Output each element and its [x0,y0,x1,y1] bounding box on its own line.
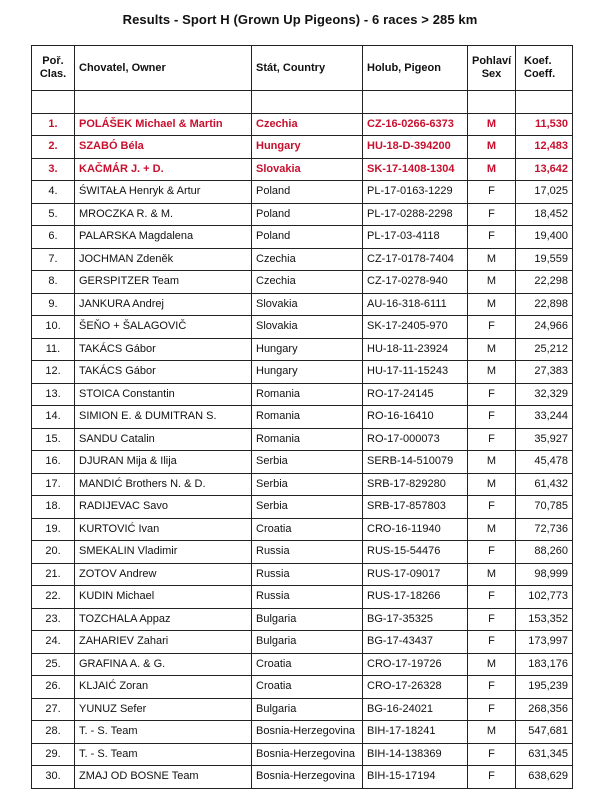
cell-country: Poland [252,203,363,226]
cell-country: Bulgaria [252,698,363,721]
cell-rank: 1. [32,113,75,136]
cell-coefficient: 195,239 [516,676,573,699]
cell-coefficient: 33,244 [516,406,573,429]
cell-coefficient: 70,785 [516,496,573,519]
cell-rank: 4. [32,181,75,204]
cell-country: Czechia [252,271,363,294]
cell-rank: 11. [32,338,75,361]
cell-sex: F [468,586,516,609]
cell-rank: 23. [32,608,75,631]
cell-country: Poland [252,181,363,204]
cell-country: Romania [252,406,363,429]
cell-pigeon: RUS-17-18266 [363,586,468,609]
cell-rank: 17. [32,473,75,496]
cell-pigeon: CZ-16-0266-6373 [363,113,468,136]
table-row [32,226,573,249]
cell-sex: F [468,406,516,429]
cell-pigeon: CRO-17-19726 [363,653,468,676]
cell-pigeon: BIH-17-18241 [363,721,468,744]
cell-country: Bulgaria [252,608,363,631]
cell-pigeon: RUS-17-09017 [363,563,468,586]
cell-pigeon: RO-17-24145 [363,383,468,406]
table-row [32,608,573,631]
cell-pigeon: BIH-14-138369 [363,743,468,766]
header-rank [32,46,75,91]
table-row [32,473,573,496]
cell-coefficient: 22,898 [516,293,573,316]
cell-coefficient: 27,383 [516,361,573,384]
cell-country: Russia [252,586,363,609]
cell-pigeon: AU-16-318-6111 [363,293,468,316]
cell-sex: M [468,563,516,586]
header-coef-line2: Coeff. [524,68,556,80]
cell-sex: M [468,248,516,271]
cell-pigeon: HU-18-11-23924 [363,338,468,361]
cell-coefficient: 631,345 [516,743,573,766]
cell-owner: KURTOVIĆ Ivan [75,518,252,541]
cell-country: Bosnia-Herzegovina [252,721,363,744]
cell-owner: POLÁŠEK Michael & Martin [75,113,252,136]
cell-pigeon: SRB-17-857803 [363,496,468,519]
cell-country: Serbia [252,496,363,519]
cell-rank: 7. [32,248,75,271]
cell-rank: 13. [32,383,75,406]
cell-country: Russia [252,541,363,564]
cell-coefficient: 638,629 [516,766,573,789]
document-title: Results - Sport H (Grown Up Pigeons) - 6 races > 285 km [122,12,478,27]
cell-owner: ZAHARIEV Zahari [75,631,252,654]
cell-rank: 28. [32,721,75,744]
cell-owner: ZOTOV Andrew [75,563,252,586]
cell-owner: T. - S. Team [75,721,252,744]
header-rank-line1: Poř. [42,55,64,67]
cell-sex: F [468,496,516,519]
cell-rank: 20. [32,541,75,564]
table-row [32,203,573,226]
header-sex [468,46,516,91]
gap-cell [468,91,516,114]
cell-coefficient: 173,997 [516,631,573,654]
cell-sex: M [468,271,516,294]
cell-owner: JANKURA Andrej [75,293,252,316]
cell-sex: M [468,721,516,744]
header-sex-line2: Sex [481,68,502,80]
cell-sex: M [468,113,516,136]
cell-coefficient: 45,478 [516,451,573,474]
cell-country: Slovakia [252,158,363,181]
gap-cell [32,91,75,114]
cell-rank: 29. [32,743,75,766]
cell-pigeon: RUS-15-54476 [363,541,468,564]
cell-sex: F [468,428,516,451]
cell-pigeon: PL-17-0288-2298 [363,203,468,226]
table-row [32,338,573,361]
cell-coefficient: 22,298 [516,271,573,294]
cell-owner: SMEKALIN Vladimir [75,541,252,564]
table-row [32,518,573,541]
cell-owner: TAKÁCS Gábor [75,338,252,361]
cell-sex: F [468,181,516,204]
table-row [32,563,573,586]
cell-pigeon: BG-17-43437 [363,631,468,654]
table-row [32,698,573,721]
cell-rank: 8. [32,271,75,294]
cell-rank: 16. [32,451,75,474]
cell-coefficient: 17,025 [516,181,573,204]
cell-owner: T. - S. Team [75,743,252,766]
cell-owner: YUNUZ Sefer [75,698,252,721]
cell-rank: 15. [32,428,75,451]
cell-owner: DJURAN Mija & Ilija [75,451,252,474]
table-row [32,316,573,339]
cell-coefficient: 13,642 [516,158,573,181]
table-row [32,383,573,406]
cell-owner: JOCHMAN Zdeněk [75,248,252,271]
cell-pigeon: RO-17-000073 [363,428,468,451]
cell-pigeon: CZ-17-0178-7404 [363,248,468,271]
cell-owner: MANDIĆ Brothers N. & D. [75,473,252,496]
table-row [32,676,573,699]
cell-country: Hungary [252,361,363,384]
cell-country: Russia [252,563,363,586]
table-row [32,766,573,789]
results-table [31,45,573,789]
table-row [32,293,573,316]
cell-sex: F [468,766,516,789]
cell-pigeon: SRB-17-829280 [363,473,468,496]
cell-country: Poland [252,226,363,249]
cell-rank: 21. [32,563,75,586]
cell-sex: M [468,518,516,541]
cell-owner: ZMAJ OD BOSNE Team [75,766,252,789]
cell-owner: MROCZKA R. & M. [75,203,252,226]
header-coef [516,46,573,91]
table-row [32,271,573,294]
cell-rank: 5. [32,203,75,226]
cell-pigeon: HU-17-11-15243 [363,361,468,384]
cell-sex: F [468,743,516,766]
header-rank-line2: Clas. [39,68,67,80]
cell-sex: F [468,698,516,721]
cell-pigeon: BIH-15-17194 [363,766,468,789]
table-row [32,743,573,766]
cell-country: Hungary [252,136,363,159]
cell-coefficient: 268,356 [516,698,573,721]
cell-owner: KLJAIĆ Zoran [75,676,252,699]
cell-rank: 24. [32,631,75,654]
cell-rank: 2. [32,136,75,159]
cell-sex: M [468,473,516,496]
table-row [32,586,573,609]
cell-sex: M [468,338,516,361]
table-row [32,248,573,271]
cell-country: Czechia [252,248,363,271]
cell-pigeon: PL-17-03-4118 [363,226,468,249]
cell-coefficient: 102,773 [516,586,573,609]
cell-country: Hungary [252,338,363,361]
cell-owner: TAKÁCS Gábor [75,361,252,384]
cell-owner: KUDIN Michael [75,586,252,609]
cell-rank: 25. [32,653,75,676]
cell-sex: M [468,136,516,159]
cell-country: Czechia [252,113,363,136]
table-row [32,721,573,744]
cell-rank: 22. [32,586,75,609]
cell-sex: M [468,293,516,316]
cell-owner: RADIJEVAC Savo [75,496,252,519]
cell-sex: M [468,451,516,474]
cell-sex: M [468,158,516,181]
table-row [32,631,573,654]
table-body [32,91,573,789]
cell-owner: STOICA Constantin [75,383,252,406]
gap-cell [252,91,363,114]
cell-rank: 9. [32,293,75,316]
header-pigeon: Holub, Pigeon [363,46,468,91]
cell-owner: PALARSKA Magdalena [75,226,252,249]
cell-pigeon: PL-17-0163-1229 [363,181,468,204]
cell-country: Serbia [252,451,363,474]
cell-pigeon: CRO-17-26328 [363,676,468,699]
cell-coefficient: 19,400 [516,226,573,249]
cell-sex: M [468,653,516,676]
header-sex-line1: Pohlaví [472,55,512,67]
cell-coefficient: 19,559 [516,248,573,271]
cell-country: Bulgaria [252,631,363,654]
gap-cell [363,91,468,114]
cell-sex: F [468,608,516,631]
cell-coefficient: 24,966 [516,316,573,339]
cell-coefficient: 12,483 [516,136,573,159]
cell-rank: 19. [32,518,75,541]
cell-coefficient: 183,176 [516,653,573,676]
table-row [32,496,573,519]
cell-coefficient: 547,681 [516,721,573,744]
cell-country: Croatia [252,676,363,699]
cell-country: Romania [252,383,363,406]
cell-pigeon: HU-18-D-394200 [363,136,468,159]
table-header [32,46,573,91]
table-row [32,653,573,676]
cell-pigeon: RO-16-16410 [363,406,468,429]
cell-country: Bosnia-Herzegovina [252,766,363,789]
cell-rank: 10. [32,316,75,339]
cell-pigeon: SK-17-2405-970 [363,316,468,339]
cell-coefficient: 72,736 [516,518,573,541]
cell-owner: SIMION E. & DUMITRAN S. [75,406,252,429]
cell-sex: F [468,316,516,339]
cell-sex: F [468,226,516,249]
table-row [32,181,573,204]
cell-sex: F [468,541,516,564]
cell-coefficient: 98,999 [516,563,573,586]
cell-owner: GERSPITZER Team [75,271,252,294]
gap-cell [75,91,252,114]
cell-owner: ŠEŇO + ŠALAGOVIČ [75,316,252,339]
cell-pigeon: BG-17-35325 [363,608,468,631]
cell-coefficient: 18,452 [516,203,573,226]
cell-coefficient: 153,352 [516,608,573,631]
cell-pigeon: CRO-16-11940 [363,518,468,541]
header-coef-line1: Koef. [524,55,552,67]
cell-coefficient: 35,927 [516,428,573,451]
table-row [32,361,573,384]
cell-coefficient: 32,329 [516,383,573,406]
gap-cell [516,91,573,114]
cell-rank: 12. [32,361,75,384]
cell-pigeon: SERB-14-510079 [363,451,468,474]
cell-owner: SZABÓ Béla [75,136,252,159]
table-row [32,406,573,429]
table-row [32,428,573,451]
cell-owner: KAČMÁR J. + D. [75,158,252,181]
cell-rank: 3. [32,158,75,181]
header-country: Stát, Country [252,46,363,91]
cell-sex: F [468,676,516,699]
table-row [32,113,573,136]
cell-pigeon: BG-16-24021 [363,698,468,721]
table-row [32,136,573,159]
cell-owner: GRAFINA A. & G. [75,653,252,676]
table-row [32,541,573,564]
cell-sex: F [468,383,516,406]
cell-sex: M [468,361,516,384]
cell-country: Croatia [252,653,363,676]
cell-coefficient: 11,530 [516,113,573,136]
cell-rank: 26. [32,676,75,699]
cell-rank: 14. [32,406,75,429]
cell-coefficient: 25,212 [516,338,573,361]
cell-pigeon: SK-17-1408-1304 [363,158,468,181]
cell-owner: SANDU Catalin [75,428,252,451]
table-row [32,158,573,181]
cell-rank: 18. [32,496,75,519]
table-row [32,451,573,474]
cell-country: Romania [252,428,363,451]
cell-rank: 30. [32,766,75,789]
header-gap-row [32,91,573,114]
cell-sex: F [468,203,516,226]
cell-country: Croatia [252,518,363,541]
cell-owner: TOZCHALA Appaz [75,608,252,631]
cell-pigeon: CZ-17-0278-940 [363,271,468,294]
cell-country: Slovakia [252,293,363,316]
header-row [32,46,573,91]
cell-rank: 27. [32,698,75,721]
cell-country: Serbia [252,473,363,496]
header-owner: Chovatel, Owner [75,46,252,91]
cell-owner: ŚWITAŁA Henryk & Artur [75,181,252,204]
cell-coefficient: 61,432 [516,473,573,496]
cell-country: Bosnia-Herzegovina [252,743,363,766]
cell-coefficient: 88,260 [516,541,573,564]
cell-sex: F [468,631,516,654]
cell-country: Slovakia [252,316,363,339]
cell-rank: 6. [32,226,75,249]
